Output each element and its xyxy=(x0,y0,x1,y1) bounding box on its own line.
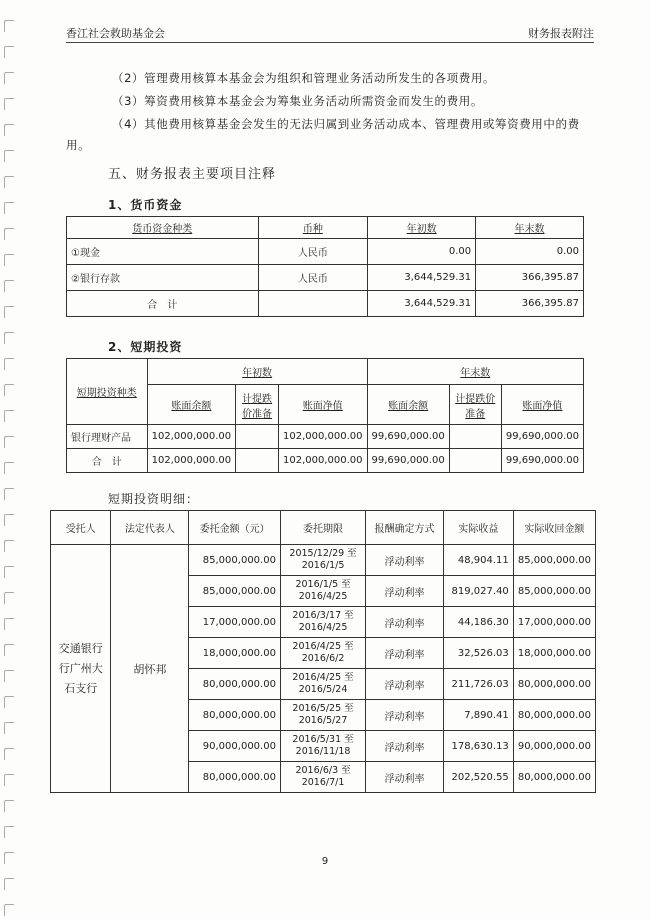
table-header: 计提跌价准备 xyxy=(449,385,501,425)
table-cell: 2016/4/25 至 2016/6/2 xyxy=(280,638,365,669)
table-cell: 85,000,000.00 xyxy=(189,545,281,576)
table-header: 短期投资种类 xyxy=(67,359,148,425)
table-cell: ②银行存款 xyxy=(67,265,259,291)
cash-table xyxy=(66,216,584,317)
page-header xyxy=(66,24,594,43)
table-cell: 99,690,000.00 xyxy=(367,449,449,473)
table-cell: ①现金 xyxy=(67,239,259,265)
table-cell xyxy=(236,449,279,473)
table-cell: 85,000,000.00 xyxy=(513,545,595,576)
table-cell: 人民币 xyxy=(258,239,368,265)
table-total-row xyxy=(67,449,584,473)
table-cell: 80,000,000.00 xyxy=(189,700,281,731)
table-cell: 浮动利率 xyxy=(366,576,444,607)
table-cell: 102,000,000.00 xyxy=(279,425,368,449)
table-cell: 366,395.87 xyxy=(476,291,584,317)
table-cell: 202,520.55 xyxy=(443,762,513,793)
detail-rows xyxy=(51,545,596,793)
table-cell: 102,000,000.00 xyxy=(147,449,236,473)
trustee-cell: 交通银行行广州大石支行 xyxy=(51,545,111,793)
table-cell: 18,000,000.00 xyxy=(513,638,595,669)
table-cell: 17,000,000.00 xyxy=(513,607,595,638)
table-cell: 3,644,529.31 xyxy=(368,265,476,291)
table-cell: 2016/4/25 至 2016/5/24 xyxy=(280,669,365,700)
table-cell: 99,690,000.00 xyxy=(501,425,583,449)
table-cell: 2016/5/25 至 2016/5/27 xyxy=(280,700,365,731)
table-cell: 2016/5/31 至 2016/11/18 xyxy=(280,731,365,762)
table-header: 货币资金种类 xyxy=(67,217,259,239)
table-cell: 银行理财产品 xyxy=(67,425,148,449)
table-cell: 80,000,000.00 xyxy=(189,762,281,793)
s3-title: 短期投资明细： xyxy=(108,492,200,506)
table-header-group: 年末数 xyxy=(367,359,583,385)
table-header: 委托期限 xyxy=(280,511,365,545)
table-cell: 浮动利率 xyxy=(366,607,444,638)
table-cell: 7,890.41 xyxy=(443,700,513,731)
table-cell: 32,526.03 xyxy=(443,638,513,669)
table-cell: 80,000,000.00 xyxy=(513,762,595,793)
table-cell: 2016/1/5 至 2016/4/25 xyxy=(280,576,365,607)
table-header-group: 年初数 xyxy=(147,359,367,385)
table-cell: 211,726.03 xyxy=(443,669,513,700)
table-cell: 99,690,000.00 xyxy=(367,425,449,449)
table-header: 报酬确定方式 xyxy=(366,511,444,545)
table-cell: 2015/12/29 至 2016/1/5 xyxy=(280,545,365,576)
table-cell: 80,000,000.00 xyxy=(513,669,595,700)
table-cell xyxy=(258,291,368,317)
table-cell: 2016/6/3 至 2016/7/1 xyxy=(280,762,365,793)
table-header: 币种 xyxy=(258,217,368,239)
table-cell: 44,186.30 xyxy=(443,607,513,638)
header-org-name: 香江社会救助基金会 xyxy=(66,27,165,40)
table-cell: 浮动利率 xyxy=(366,669,444,700)
table-header: 账面余额 xyxy=(147,385,236,425)
table-cell: 178,630.13 xyxy=(443,731,513,762)
binding-holes xyxy=(4,20,16,900)
table-header: 账面净值 xyxy=(279,385,368,425)
table-cell: 48,904.11 xyxy=(443,545,513,576)
table-header: 年初数 xyxy=(368,217,476,239)
table-cell: 85,000,000.00 xyxy=(189,576,281,607)
table-header-row xyxy=(67,359,584,385)
table-header: 法定代表人 xyxy=(111,511,189,545)
table-cell: 合 计 xyxy=(67,291,259,317)
table-header-row xyxy=(51,511,596,545)
table-cell: 102,000,000.00 xyxy=(279,449,368,473)
table-row xyxy=(67,239,584,265)
short-term-investment-table xyxy=(66,358,584,473)
table-header: 实际收回金额 xyxy=(513,511,595,545)
table-cell: 90,000,000.00 xyxy=(513,731,595,762)
header-doc-title: 财务报表附注 xyxy=(528,27,594,40)
table-cell: 0.00 xyxy=(368,239,476,265)
paragraph-fundraising-fee: （3）筹资费用核算本基金会为筹集业务活动所需资金而发生的费用。 xyxy=(112,94,483,108)
table-cell: 18,000,000.00 xyxy=(189,638,281,669)
table-cell: 85,000,000.00 xyxy=(513,576,595,607)
table-cell: 90,000,000.00 xyxy=(189,731,281,762)
s1-title: 1、货币资金 xyxy=(108,198,183,212)
table-header: 委托金额（元） xyxy=(189,511,281,545)
table-header: 实际收益 xyxy=(443,511,513,545)
paragraph-other-fee: （4）其他费用核算基金会发生的无法归属到业务活动成本、管理费用或筹资费用中的费用。 xyxy=(66,117,580,152)
table-cell xyxy=(449,425,501,449)
table-cell: 3,644,529.31 xyxy=(368,291,476,317)
table-cell: 合 计 xyxy=(67,449,148,473)
table-cell: 80,000,000.00 xyxy=(189,669,281,700)
s2-title: 2、短期投资 xyxy=(108,340,183,354)
table-cell: 102,000,000.00 xyxy=(147,425,236,449)
table-cell: 2016/3/17 至 2016/4/25 xyxy=(280,607,365,638)
table-cell xyxy=(449,449,501,473)
investment-detail-table xyxy=(50,510,596,793)
table-header: 账面净值 xyxy=(501,385,583,425)
representative-cell: 胡怀邦 xyxy=(111,545,189,793)
table-cell: 17,000,000.00 xyxy=(189,607,281,638)
table-cell: 人民币 xyxy=(258,265,368,291)
table-header: 受托人 xyxy=(51,511,111,545)
table-cell: 浮动利率 xyxy=(366,700,444,731)
table-cell xyxy=(236,425,279,449)
table-cell: 浮动利率 xyxy=(366,545,444,576)
table-cell: 浮动利率 xyxy=(366,731,444,762)
table-header: 账面余额 xyxy=(367,385,449,425)
page-number: 9 xyxy=(321,856,329,867)
table-total-row xyxy=(67,291,584,317)
table-cell: 浮动利率 xyxy=(366,762,444,793)
paragraph-management-fee: （2）管理费用核算本基金会为组织和管理业务活动所发生的各项费用。 xyxy=(112,71,496,85)
table-cell: 99,690,000.00 xyxy=(501,449,583,473)
table-header-row xyxy=(67,217,584,239)
table-header: 计提跌价准备 xyxy=(236,385,279,425)
table-cell: 0.00 xyxy=(476,239,584,265)
table-cell: 366,395.87 xyxy=(476,265,584,291)
table-header: 年末数 xyxy=(476,217,584,239)
table-row xyxy=(67,265,584,291)
table-row xyxy=(51,545,596,576)
table-cell: 80,000,000.00 xyxy=(513,700,595,731)
table-row xyxy=(67,425,584,449)
table-cell: 浮动利率 xyxy=(366,638,444,669)
section-title: 五、财务报表主要项目注释 xyxy=(108,167,277,182)
table-cell: 819,027.40 xyxy=(443,576,513,607)
